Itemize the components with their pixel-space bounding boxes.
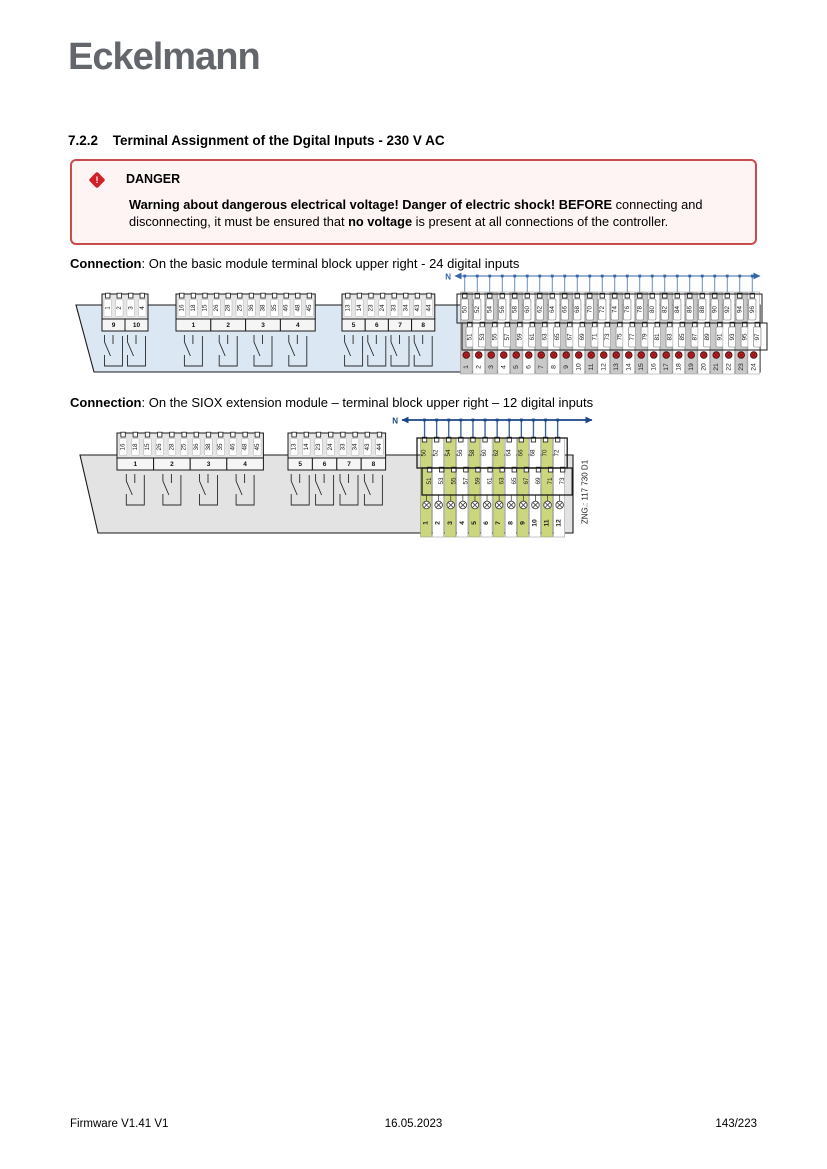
svg-text:7: 7 bbox=[537, 365, 545, 369]
svg-text:46: 46 bbox=[282, 304, 290, 312]
svg-text:16: 16 bbox=[119, 443, 127, 451]
svg-text:72: 72 bbox=[598, 305, 606, 314]
svg-text:13: 13 bbox=[612, 363, 620, 371]
svg-text:93: 93 bbox=[728, 333, 736, 341]
svg-text:9: 9 bbox=[519, 521, 527, 525]
svg-text:76: 76 bbox=[623, 305, 631, 314]
svg-text:89: 89 bbox=[703, 333, 711, 341]
svg-text:34: 34 bbox=[402, 304, 410, 312]
terminal-column bbox=[648, 292, 661, 374]
svg-text:14: 14 bbox=[302, 443, 310, 451]
svg-text:24: 24 bbox=[379, 304, 387, 312]
svg-text:2: 2 bbox=[170, 461, 174, 468]
danger-header bbox=[88, 172, 741, 186]
terminal-column bbox=[485, 292, 498, 374]
svg-text:19: 19 bbox=[687, 363, 695, 371]
terminal-column bbox=[635, 292, 648, 374]
svg-text:36: 36 bbox=[192, 443, 200, 451]
svg-text:1: 1 bbox=[422, 521, 430, 525]
svg-text:2: 2 bbox=[226, 322, 231, 329]
connection-label: Connection bbox=[70, 256, 142, 271]
svg-text:15: 15 bbox=[637, 363, 645, 371]
svg-text:16: 16 bbox=[650, 363, 658, 371]
svg-text:84: 84 bbox=[673, 305, 681, 314]
neutral-label: N bbox=[392, 416, 398, 426]
svg-text:9: 9 bbox=[111, 322, 116, 329]
svg-text:1: 1 bbox=[133, 461, 138, 468]
svg-text:5: 5 bbox=[470, 521, 478, 525]
svg-text:96: 96 bbox=[748, 305, 756, 314]
terminal-column bbox=[554, 437, 567, 537]
svg-text:2: 2 bbox=[115, 306, 123, 310]
svg-text:75: 75 bbox=[616, 333, 624, 341]
svg-text:24: 24 bbox=[750, 363, 758, 371]
svg-text:53: 53 bbox=[438, 477, 446, 485]
svg-text:1: 1 bbox=[191, 322, 196, 329]
svg-text:59: 59 bbox=[474, 477, 482, 485]
svg-text:15: 15 bbox=[144, 443, 151, 451]
danger-title: DANGER bbox=[126, 172, 181, 186]
svg-text:68: 68 bbox=[573, 305, 581, 314]
svg-text:58: 58 bbox=[511, 305, 519, 314]
svg-text:38: 38 bbox=[205, 443, 212, 451]
svg-text:50: 50 bbox=[420, 449, 428, 457]
svg-text:20: 20 bbox=[700, 363, 708, 371]
terminal-column bbox=[685, 292, 698, 374]
company-logo: Eckelmann bbox=[68, 36, 260, 78]
svg-text:60: 60 bbox=[523, 305, 531, 314]
svg-text:56: 56 bbox=[456, 449, 464, 457]
svg-text:10: 10 bbox=[132, 322, 141, 329]
svg-text:12: 12 bbox=[600, 363, 608, 371]
digital-input-terminals bbox=[417, 437, 572, 537]
svg-text:1: 1 bbox=[462, 365, 470, 369]
svg-text:8: 8 bbox=[507, 521, 515, 525]
svg-text:57: 57 bbox=[462, 477, 470, 485]
section-title: Terminal Assignment of the Dgital Inputs - 230 V AC bbox=[112, 133, 445, 148]
terminal-column bbox=[523, 292, 536, 374]
svg-text:87: 87 bbox=[691, 333, 699, 341]
svg-text:4: 4 bbox=[138, 306, 146, 310]
basic-module-terminal-diagram bbox=[68, 266, 768, 388]
svg-text:22: 22 bbox=[725, 363, 733, 371]
terminal-column bbox=[548, 292, 561, 374]
svg-text:44: 44 bbox=[425, 304, 433, 312]
svg-text:35: 35 bbox=[271, 304, 279, 312]
svg-text:58: 58 bbox=[468, 449, 476, 457]
svg-text:10: 10 bbox=[531, 519, 539, 527]
svg-text:51: 51 bbox=[466, 333, 474, 341]
svg-text:48: 48 bbox=[294, 304, 302, 312]
svg-text:50: 50 bbox=[461, 305, 469, 314]
terminal-column bbox=[473, 292, 486, 374]
svg-text:17: 17 bbox=[662, 363, 670, 371]
svg-text:16: 16 bbox=[178, 304, 186, 312]
svg-text:67: 67 bbox=[566, 333, 574, 341]
digital-input-terminals bbox=[457, 292, 767, 374]
svg-text:74: 74 bbox=[611, 305, 619, 314]
terminal-column bbox=[585, 292, 598, 374]
svg-text:3: 3 bbox=[206, 461, 211, 468]
neutral-label: N bbox=[445, 272, 451, 282]
svg-text:70: 70 bbox=[586, 305, 594, 314]
terminal-column bbox=[505, 437, 518, 537]
svg-text:48: 48 bbox=[241, 443, 249, 451]
svg-text:4: 4 bbox=[295, 322, 300, 329]
svg-text:44: 44 bbox=[376, 443, 383, 451]
svg-text:43: 43 bbox=[413, 304, 421, 312]
svg-text:77: 77 bbox=[628, 333, 636, 341]
svg-text:97: 97 bbox=[753, 333, 761, 341]
svg-text:52: 52 bbox=[432, 449, 440, 457]
terminal-column bbox=[560, 292, 573, 374]
svg-text:10: 10 bbox=[575, 363, 583, 371]
terminal-column bbox=[710, 292, 723, 374]
svg-text:68: 68 bbox=[529, 449, 537, 457]
svg-text:71: 71 bbox=[591, 333, 599, 341]
terminal-column bbox=[481, 437, 494, 537]
svg-text:23: 23 bbox=[367, 304, 375, 312]
svg-text:70: 70 bbox=[541, 449, 549, 457]
svg-text:26: 26 bbox=[156, 443, 164, 451]
svg-text:25: 25 bbox=[180, 443, 188, 451]
svg-text:45: 45 bbox=[305, 304, 313, 312]
svg-text:51: 51 bbox=[426, 477, 434, 485]
svg-text:86: 86 bbox=[686, 305, 694, 314]
svg-text:80: 80 bbox=[648, 305, 656, 314]
svg-text:15: 15 bbox=[201, 304, 209, 312]
svg-text:82: 82 bbox=[661, 305, 669, 314]
svg-text:4: 4 bbox=[243, 461, 247, 468]
footer-date: 16.05.2023 bbox=[384, 1118, 443, 1130]
svg-text:95: 95 bbox=[741, 333, 749, 341]
terminal-column bbox=[598, 292, 611, 374]
svg-text:91: 91 bbox=[716, 333, 724, 341]
connection-line-basic-module: Connection: On the basic module terminal block upper right - 24 digital inputs bbox=[70, 256, 520, 271]
svg-text:81: 81 bbox=[653, 333, 661, 341]
svg-text:7: 7 bbox=[398, 322, 402, 329]
svg-text:23: 23 bbox=[315, 443, 322, 451]
svg-text:59: 59 bbox=[516, 333, 524, 341]
terminal-column bbox=[517, 437, 530, 537]
svg-text:63: 63 bbox=[498, 477, 506, 485]
terminal-column bbox=[445, 437, 458, 537]
svg-text:13: 13 bbox=[290, 443, 298, 451]
svg-text:57: 57 bbox=[503, 333, 511, 341]
svg-text:85: 85 bbox=[678, 333, 686, 341]
svg-text:61: 61 bbox=[528, 333, 536, 341]
svg-text:72: 72 bbox=[553, 449, 561, 457]
connection-label: Connection bbox=[70, 395, 142, 410]
svg-text:69: 69 bbox=[534, 477, 542, 485]
terminal-column bbox=[433, 437, 446, 537]
terminal-column bbox=[623, 292, 636, 374]
svg-text:5: 5 bbox=[351, 322, 356, 329]
svg-text:18: 18 bbox=[131, 443, 139, 451]
terminal-column bbox=[660, 292, 673, 374]
svg-text:11: 11 bbox=[587, 363, 595, 371]
svg-text:36: 36 bbox=[247, 304, 255, 312]
svg-text:12: 12 bbox=[555, 519, 563, 527]
svg-text:67: 67 bbox=[522, 477, 530, 485]
terminal-column bbox=[498, 292, 511, 374]
svg-text:71: 71 bbox=[547, 477, 555, 485]
svg-text:23: 23 bbox=[737, 363, 745, 371]
svg-text:3: 3 bbox=[261, 322, 265, 329]
svg-text:34: 34 bbox=[351, 443, 359, 451]
svg-text:11: 11 bbox=[543, 519, 551, 527]
svg-text:52: 52 bbox=[473, 305, 481, 314]
terminal-column bbox=[542, 437, 555, 537]
svg-text:83: 83 bbox=[666, 333, 674, 341]
svg-text:2: 2 bbox=[475, 365, 483, 369]
svg-text:69: 69 bbox=[578, 333, 586, 341]
terminal-column bbox=[510, 292, 523, 374]
svg-text:66: 66 bbox=[517, 449, 525, 457]
svg-text:33: 33 bbox=[390, 304, 398, 312]
svg-text:14: 14 bbox=[355, 304, 363, 312]
svg-text:62: 62 bbox=[493, 449, 501, 457]
svg-text:38: 38 bbox=[259, 304, 267, 312]
svg-text:65: 65 bbox=[553, 333, 561, 341]
svg-text:88: 88 bbox=[698, 305, 706, 314]
svg-text:1: 1 bbox=[104, 306, 112, 310]
connection-line-siox-module: Connection: On the SIOX extension module – terminal block upper right – 12 digital inputs bbox=[70, 395, 594, 410]
footer-page-number: 143/223 bbox=[715, 1118, 757, 1130]
svg-text:26: 26 bbox=[213, 304, 221, 312]
terminal-column bbox=[573, 292, 586, 374]
terminal-column bbox=[723, 292, 736, 374]
svg-text:2: 2 bbox=[434, 521, 442, 525]
terminal-column bbox=[493, 437, 506, 537]
svg-text:28: 28 bbox=[168, 443, 176, 451]
svg-text:43: 43 bbox=[363, 443, 371, 451]
svg-text:7: 7 bbox=[495, 521, 503, 525]
svg-text:3: 3 bbox=[446, 521, 454, 525]
svg-text:9: 9 bbox=[562, 365, 570, 369]
siox-module-terminal-diagram bbox=[68, 408, 628, 550]
svg-text:6: 6 bbox=[322, 461, 327, 468]
section-heading bbox=[68, 133, 445, 148]
svg-text:5: 5 bbox=[298, 461, 303, 468]
svg-text:94: 94 bbox=[736, 305, 744, 314]
terminal-column bbox=[457, 437, 470, 537]
svg-text:8: 8 bbox=[371, 461, 376, 468]
svg-text:8: 8 bbox=[421, 322, 426, 329]
svg-text:4: 4 bbox=[500, 365, 508, 369]
footer-firmware-version: Firmware V1.41 V1 bbox=[70, 1118, 169, 1130]
svg-text:79: 79 bbox=[641, 333, 649, 341]
section-number: 7.2.2 bbox=[68, 133, 99, 148]
svg-text:92: 92 bbox=[723, 305, 731, 314]
svg-text:28: 28 bbox=[224, 304, 232, 312]
svg-text:14: 14 bbox=[625, 363, 633, 371]
svg-text:13: 13 bbox=[344, 304, 352, 312]
terminal-column bbox=[529, 437, 542, 537]
terminal-column bbox=[735, 292, 748, 374]
svg-text:63: 63 bbox=[541, 333, 549, 341]
terminal-column bbox=[610, 292, 623, 374]
svg-text:21: 21 bbox=[712, 363, 720, 371]
neutral-bus bbox=[392, 417, 592, 440]
svg-text:54: 54 bbox=[486, 305, 494, 314]
neutral-bus bbox=[445, 273, 760, 296]
svg-text:55: 55 bbox=[450, 477, 458, 485]
svg-text:33: 33 bbox=[339, 443, 347, 451]
svg-text:3: 3 bbox=[487, 365, 495, 369]
svg-text:62: 62 bbox=[536, 305, 544, 314]
svg-text:18: 18 bbox=[189, 304, 197, 312]
svg-text:66: 66 bbox=[561, 305, 569, 314]
svg-text:64: 64 bbox=[548, 305, 556, 314]
svg-text:53: 53 bbox=[478, 333, 486, 341]
drawing-number: ZNG.: 117 730 D1 bbox=[580, 459, 590, 525]
svg-text:46: 46 bbox=[229, 443, 237, 451]
svg-text:6: 6 bbox=[483, 521, 491, 525]
svg-text:90: 90 bbox=[711, 305, 719, 314]
svg-text:5: 5 bbox=[512, 365, 520, 369]
svg-text:73: 73 bbox=[603, 333, 611, 341]
svg-text:45: 45 bbox=[253, 443, 261, 451]
svg-text:3: 3 bbox=[127, 306, 135, 310]
svg-text:6: 6 bbox=[374, 322, 379, 329]
svg-text:73: 73 bbox=[559, 477, 567, 485]
terminal-column bbox=[698, 292, 711, 374]
danger-text: Warning about dangerous electrical voltage! Danger of electric shock! BEFORE connecting and disconnecting, it must be ensured that no voltage is present at all connections of the controller. bbox=[129, 197, 703, 229]
svg-text:61: 61 bbox=[486, 477, 494, 485]
svg-text:54: 54 bbox=[444, 449, 452, 457]
svg-text:18: 18 bbox=[675, 363, 683, 371]
svg-text:24: 24 bbox=[327, 443, 335, 451]
svg-text:55: 55 bbox=[491, 333, 499, 341]
svg-text:65: 65 bbox=[510, 477, 518, 485]
terminal-column bbox=[673, 292, 686, 374]
svg-text:8: 8 bbox=[550, 365, 558, 369]
danger-warning-box bbox=[70, 159, 757, 245]
svg-text:6: 6 bbox=[525, 365, 533, 369]
svg-text:60: 60 bbox=[481, 449, 489, 457]
svg-text:4: 4 bbox=[458, 521, 466, 525]
svg-text:25: 25 bbox=[236, 304, 244, 312]
svg-text:78: 78 bbox=[636, 305, 644, 314]
svg-text:64: 64 bbox=[505, 449, 513, 457]
danger-icon: ! bbox=[89, 172, 106, 189]
terminal-column bbox=[469, 437, 482, 537]
svg-text:35: 35 bbox=[217, 443, 225, 451]
terminal-column bbox=[748, 292, 761, 374]
svg-text:7: 7 bbox=[347, 461, 351, 468]
svg-text:56: 56 bbox=[498, 305, 506, 314]
terminal-column bbox=[535, 292, 548, 374]
